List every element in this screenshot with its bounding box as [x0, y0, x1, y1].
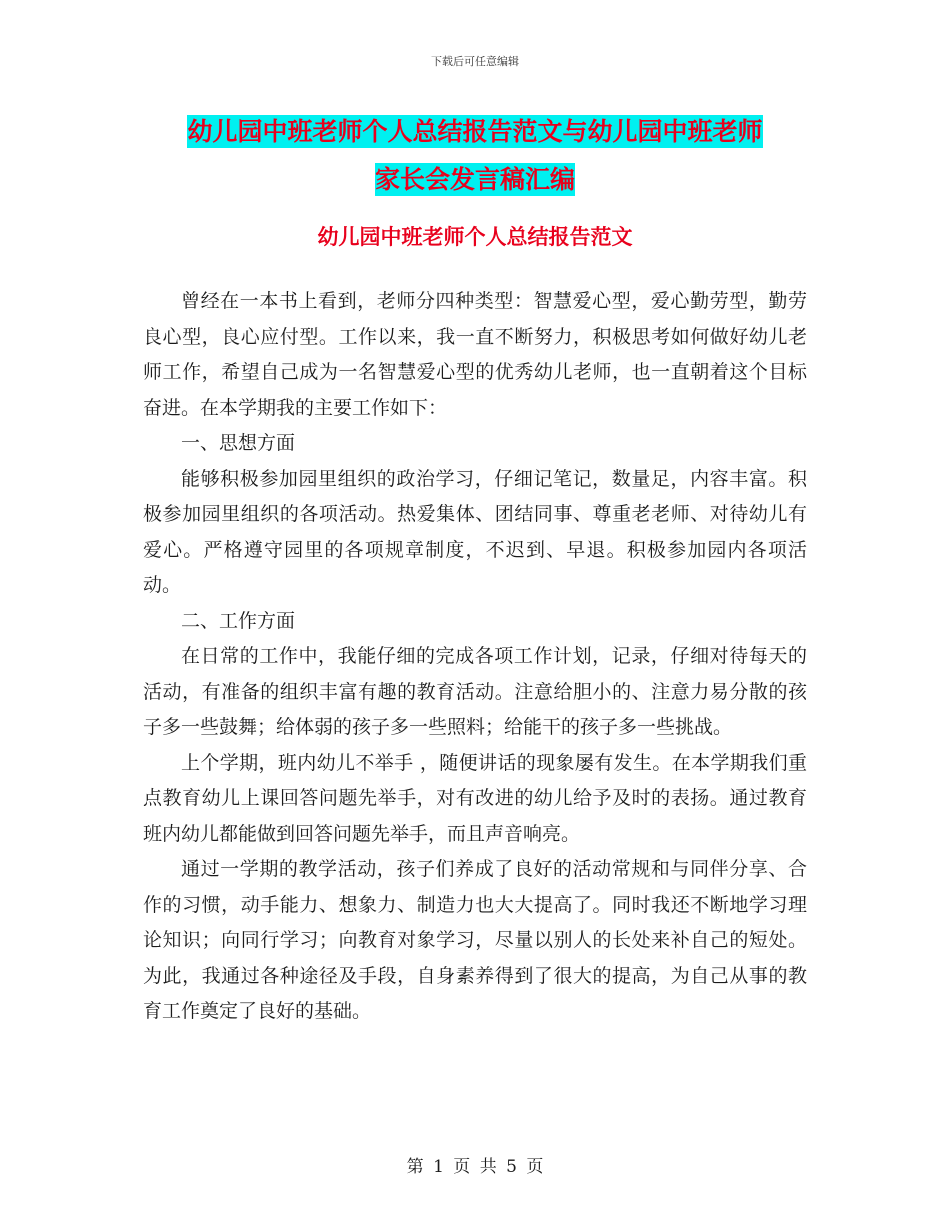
paragraph-work-results: 通过一学期的教学活动，孩子们养成了良好的活动常规和与同伴分享、合作的习惯，动手能力、想象力、制造力也大大提高了。同时我还不断地学习理论知识；向同行学习；向教育对象学习，尽量以别人的长处来补自己的短处。为此，我通过各种途径及手段，自身素养得到了很大的提高，为自己从事的教育工作奠定了良好的基础。	[143, 858, 807, 1022]
heading-work: 二、工作方面	[181, 609, 296, 632]
document-title	[150, 108, 800, 204]
paragraph-thought: 能够积极参加园里组织的政治学习，仔细记笔记，数量足，内容丰富。积极参加园里组织的各项活动。热爱集体、团结同事、尊重老老师、对待幼儿有爱心。严格遵守园里的各项规章制度，不迟到、早退。积极参加园内各项活动。	[143, 467, 807, 596]
document-body	[143, 284, 807, 1030]
paragraph-intro: 曾经在一本书上看到，老师分四种类型：智慧爱心型，爱心勤劳型，勤劳良心型，良心应付型。工作以来，我一直不断努力，积极思考如何做好幼儿老师工作，希望自己成为一名智慧爱心型的优秀幼儿老师，也一直朝着这个目标奋进。在本学期我的主要工作如下：	[143, 290, 807, 419]
header-note: 下载后可任意编辑	[431, 55, 519, 68]
section-title: 幼儿园中班老师个人总结报告范文	[317, 225, 633, 249]
document-title-line-1: 幼儿园中班老师个人总结报告范文与幼儿园中班老师	[187, 117, 763, 146]
paragraph-work-raise-hand: 上个学期，班内幼儿不举手 ，随便讲话的现象屡有发生。在本学期我们重点教育幼儿上课回答问题先举手，对有改进的幼儿给予及时的表扬。通过教育班内幼儿都能做到回答问题先举手，而且声音响亮。	[143, 751, 807, 845]
document-title-line-2: 家长会发言稿汇编	[374, 165, 575, 194]
heading-thought: 一、思想方面	[181, 432, 296, 454]
page-footer: 第 1 页 共 5 页	[406, 1157, 544, 1177]
paragraph-work-daily: 在日常的工作中，我能仔细的完成各项工作计划，记录，仔细对待每天的活动，有准备的组织丰富有趣的教育活动。注意给胆小的、注意力易分散的孩子多一些鼓舞；给体弱的孩子多一些照料；给能干的孩子多一些挑战。	[143, 645, 807, 738]
